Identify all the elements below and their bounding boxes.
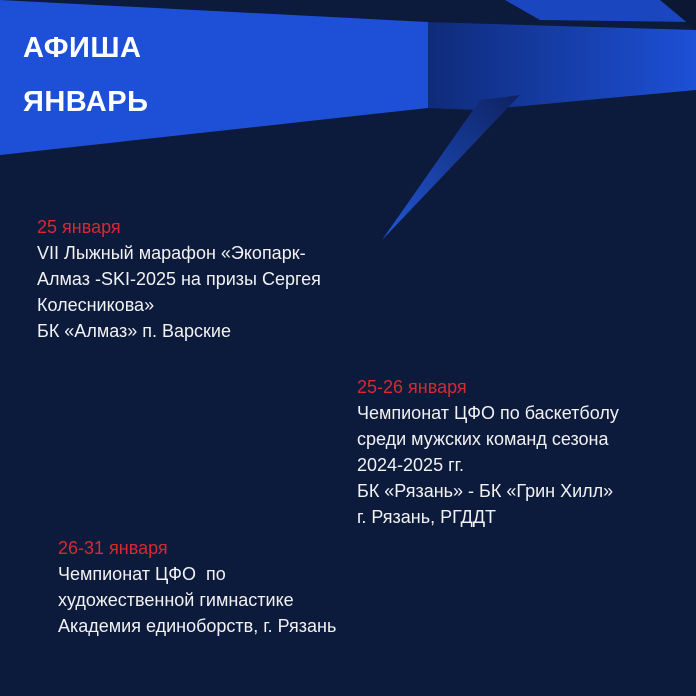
event-line: Колесникова»: [37, 295, 155, 315]
event-1: [37, 214, 321, 344]
poster-title: АФИША: [23, 32, 142, 64]
event-line: г. Рязань, РГДДТ: [357, 507, 497, 527]
event-line: БК «Алмаз» п. Варские: [37, 321, 231, 341]
event-line: Чемпионат ЦФО по баскетболу: [357, 403, 619, 423]
event-line: VII Лыжный марафон «Экопарк-: [37, 243, 306, 263]
event-line: БК «Рязань» - БК «Грин Хилл»: [357, 481, 614, 501]
event-line: Чемпионат ЦФО по: [58, 564, 226, 584]
event-3: [58, 535, 336, 639]
event-date: 25-26 января: [357, 377, 467, 397]
event-2: [357, 374, 619, 530]
event-line: Академия единоборств, г. Рязань: [58, 616, 337, 636]
event-line: Алмаз -SKI-2025 на призы Сергея: [37, 269, 321, 289]
event-line: 2024-2025 гг.: [357, 455, 465, 475]
event-line: художественной гимнастике: [58, 590, 294, 610]
event-date: 26-31 января: [58, 538, 168, 558]
poster-month: ЯНВАРЬ: [23, 86, 149, 118]
event-line: среди мужских команд сезона: [357, 429, 609, 449]
event-date: 25 января: [37, 217, 121, 237]
